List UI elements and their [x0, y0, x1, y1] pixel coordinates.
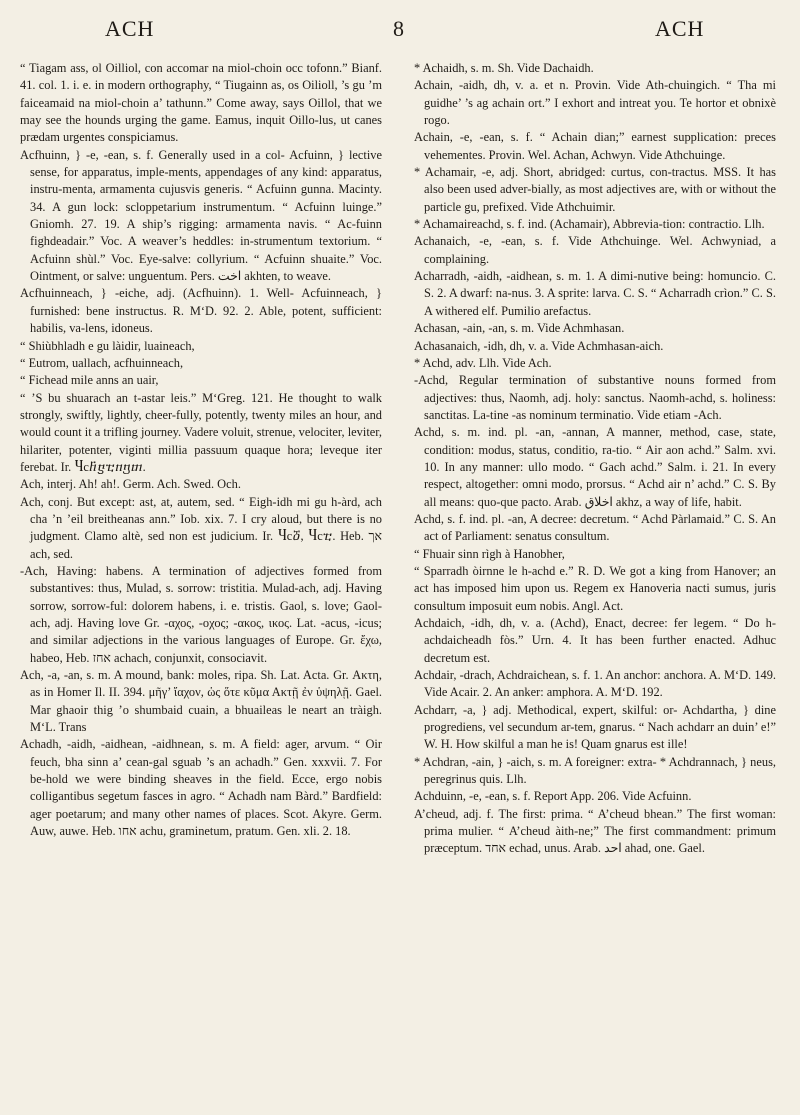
entry-achdair: Achdair, -drach, Achdraichean, s. f. 1. An anchor: anchora. A. M‘D. 149. Vide Acair. 2. An anker: amphora. A. M‘D. 192. — [414, 668, 776, 700]
entry-achduinn: Achduinn, -e, -ean, s. f. Report App. 206. Vide Acfuinn. — [414, 789, 692, 804]
page-number: 8 — [393, 16, 405, 41]
entry-achamaireachd: * Achamaireachd, s. f. ind. (Achamair), Abbrevia-tion: contractio. Llh. — [414, 217, 765, 232]
entry-achain-noun: Achain, -e, -ean, s. f. “ Achain dian;” earnest supplication: preces vehementes. Provin. Wel. Achan, Achwyn. Vide Athchuinge. — [414, 130, 776, 162]
entry-acharradh: Acharradh, -aidh, -aidhean, s. m. 1. A dimi-nutive being: homuncio. C. S. 2. A dwarf: na-nus. 3. A sprite: larva. C. S. “ Acharradh crìon.” C. S. A withered elf. Pumilio arefactus. — [414, 269, 776, 318]
entry-achdarr: Achdarr, -a, } adj. Methodical, expert, skilful: or- Achdartha, } dine progrediens, vel secundum ar-tem, gnarus. “ Nach achdarr an duin’ e!” W. H. How skilful a man he is! Quam gnarus est ille! — [414, 702, 776, 752]
entry-achd-suffix: -Achd, Regular termination of substantive nouns formed from adjectives: thus, Naomh, adj. holy: sanctus. Naomh-achd, s. holiness: sanctitas. La-tine -as nominum terminatio. Vide etiam -Ach. — [414, 373, 776, 422]
entry-ach-noun: Ach, -a, -an, s. m. A mound, bank: moles, ripa. Sh. Lat. Acta. Gr. Ακτη, as in Homer Il. II. 394. μῆγ’ ἴαχον, ὡς ὅτε κῦμα Ακτῇ ἐν ὑψηλῇ. Gael. Mar ghaoir thig ’o shumbaid cuain, a bhuaileas le neart an tràigh. M‘L. Trans — [20, 668, 382, 735]
entry-achanaich: Achanaich, -e, -ean, s. f. Vide Athchuinge. Wel. Achwyniad, a complaining. — [414, 234, 776, 266]
entry-achdaich: Achdaich, -idh, dh, v. a. (Achd), Enact, decree: fer legem. “ Do h-achdaicheadh fòs.” Urn. 4. It has been further enacted. Adhuc decretum est. — [414, 616, 776, 665]
verse-line: “ Fhuair sinn rìgh à Hanobher, — [414, 546, 565, 561]
right-column — [414, 60, 776, 1105]
entry-achd-decree: Achd, s. f. ind. pl. -an, A decree: decretum. “ Achd Pàrlamaid.” C. S. An act of Parliament: senatus consultum. — [414, 511, 776, 544]
entry-achd-manner: Achd, s. m. ind. pl. -an, -annan, A manner, method, case, state, condition: modus, status, conditio, ra-tio. “ Air aon achd.” Salm. xvi. 10. In any manner: ullo modo. “ Gach achd.” Salm. i. 21. In every respect, altogether: omni modo, prorsus. “ Achd air n’ achd.” C. S. By all means: quo-que pacto. Arab. اخلاق akhz, a way of life, habit. — [414, 425, 776, 509]
entry-achd-adv: * Achd, adv. Llh. Vide Ach. — [414, 355, 552, 370]
entry-acfhuinneach: Acfhuinneach, } -eiche, adj. (Acfhuinn). 1. Well- Acfuinneach, } furnished: bene instructus. R. M‘D. 92. 2. Able, potent, sufficient: habilis, va-lens, idoneus. — [20, 286, 382, 336]
verse-line: “ Eutrom, uallach, acfhuinneach, — [20, 355, 184, 370]
entry-achamair: * Achamair, -e, adj. Short, abridged: curtus, con-tractus. MSS. It has also been used adver-bially, as most adjectives are, with or without the particle gu, prefixed. Vide Athchuimir. — [414, 165, 776, 214]
entry-achdran: * Achdran, -ain, } -aich, s. m. A foreigner: extra- * Achdrannach, } neus, peregrinus quis. Llh. — [414, 754, 776, 787]
verse-line: “ ’S bu shuarach an t-astar leis.” M‘Greg. 121. He thought to walk strongly, swiftly, lightly, cheer-fully, potently, twenty miles an hour, and would count it a trifling journey. Vadere voluit, strenue, velociter, leviter, hilariter, potenter, viginti millia passuum quaque hora; leveque iter ferebat. Ir. Ⴗcⴌⴝⴀⴖⴂⴇ. — [20, 390, 382, 474]
entry-achadh: Achadh, -aidh, -aidhean, -aidhnean, s. m. A field: ager, arvum. “ Oir feuch, bha sinn a’ cean-gal sguab ’s an achadh.” Gen. xxxvii. 7. For be-hold we were binding sheaves in the field. Ecce, ergo nobis colligantibus segetum fasces in agro. “ Achadh nam Bàrd.” Bardfield: ager poetarum; and many other names of places. Scot. Akyre. Germ. Auw, auwe. Heb. אחו achu, graminetum, pratum. Gen. xli. 2. 18. — [20, 737, 382, 839]
verse-line: “ Sparradh òirnne le h-achd e.” R. D. We got a king from Hanover; an act has imposed him upon us. Regem ex Hanoveria nacti sumus, juris consultum imposuit eum nobis. Angl. Act. — [414, 563, 776, 613]
entry-achain-verb: Achain, -aidh, dh, v. a. et n. Provin. Vide Ath-chuingich. “ Tha mi guidhe’ ’s ag achain ort.” I exhort and intreat you. Te hortor et obnixè rogo. — [414, 78, 776, 128]
entry-ach-conj: Ach, conj. But except: ast, at, autem, sed. “ Eigh-idh mi gu h-àrd, ach cha ’n ’eil breitheanas ann.” Iob. xix. 7. I cry aloud, but there is no judgment. Clamo altè, sed non est judicium. Ir. Ⴗcⴃ, Ⴗcⴀ. Heb. אך ach, sed. — [20, 494, 382, 561]
running-head-left: ACH — [105, 16, 155, 41]
entry-ach-interj: Ach, interj. Ah! ah!. Germ. Ach. Swed. Och. — [20, 477, 241, 492]
entry-achasanaich: Achasanaich, -idh, dh, v. a. Vide Achmhasan-aich. — [414, 338, 664, 353]
entry-ach-suffix: -Ach, Having: habens. A termination of adjectives formed from substantives: thus, Mulad, s. sorrow: tristitia. Mulad-ach, adj. Having sorrow, sorrow-ful: dolorem habens, i. e. tristis. Gaol, s. love; Gaol-ach, adj. Having love Gr. -αχος, -οχος; -ακος, ικος. Lat. -acus, -icus; and similar adjections in the various languages of Europe. Gr. ἔχω, habeo, Heb. אחז achach, conjunxit, consociavit. — [20, 563, 382, 665]
entry-a-cheud: A’cheud, adj. f. The first: prima. “ A’cheud bhean.” The first woman: prima mulier. “ A’cheud àith-ne;” The first commandment: primum præceptum. אחד echad, unus. Arab. احد ahad, one. Gael. — [414, 806, 776, 856]
entry-achasan: Achasan, -ain, -an, s. m. Vide Achmhasan. — [414, 321, 625, 336]
entry-acfhuinn: Acfhuinn, } -e, -ean, s. f. Generally used in a col- Acfuinn, } lective sense, for apparatus, imple-ments, appendages of any kind: apparatus, instru-menta, armamenta cujusvis generis. “ Acfuinn gunna. Macinty. 34. A gun lock: scloppetarium instrumentum. “ Acfuinn luinge.” Gniomh. 27. 19. A ship’s rigging: armamenta navis. “ Ac-fuinn fighdeadair.” Voc. A weaver’s heddles: in-strumentum textorium. “ Acfuinn shùl.” Voc. Eye-salve: collyrium. “ Acfuinn shuaite.” Voc. Ointment, or salve: unguentum. Pers. اخت akhten, to weave. — [20, 147, 382, 284]
running-head — [0, 16, 800, 46]
left-column — [20, 60, 382, 1105]
entry-achaidh: * Achaidh, s. m. Sh. Vide Dachaidh. — [414, 61, 594, 75]
verse-line: “ Fichead mile anns an uair, — [20, 373, 159, 388]
entry-continuation: “ Tiagam ass, ol Oilliol, con accomar na miol-choin occ tofonn.” Bianf. 41. col. 1. i. e. in modern orthography, “ Tiugainn as, os Oilioll, ’s gu ’m faiceamaid na miol-choin a’ tathunn.” Come away, says Oillol, that we may see the hounds urging the game. Eamus, inquit Oillo-lus, ut canes prædam urgentes conspiciamus. — [20, 61, 382, 145]
verse-line: “ Shiùbhladh e gu làidir, luaineach, — [20, 338, 195, 353]
running-head-right: ACH — [655, 16, 705, 41]
